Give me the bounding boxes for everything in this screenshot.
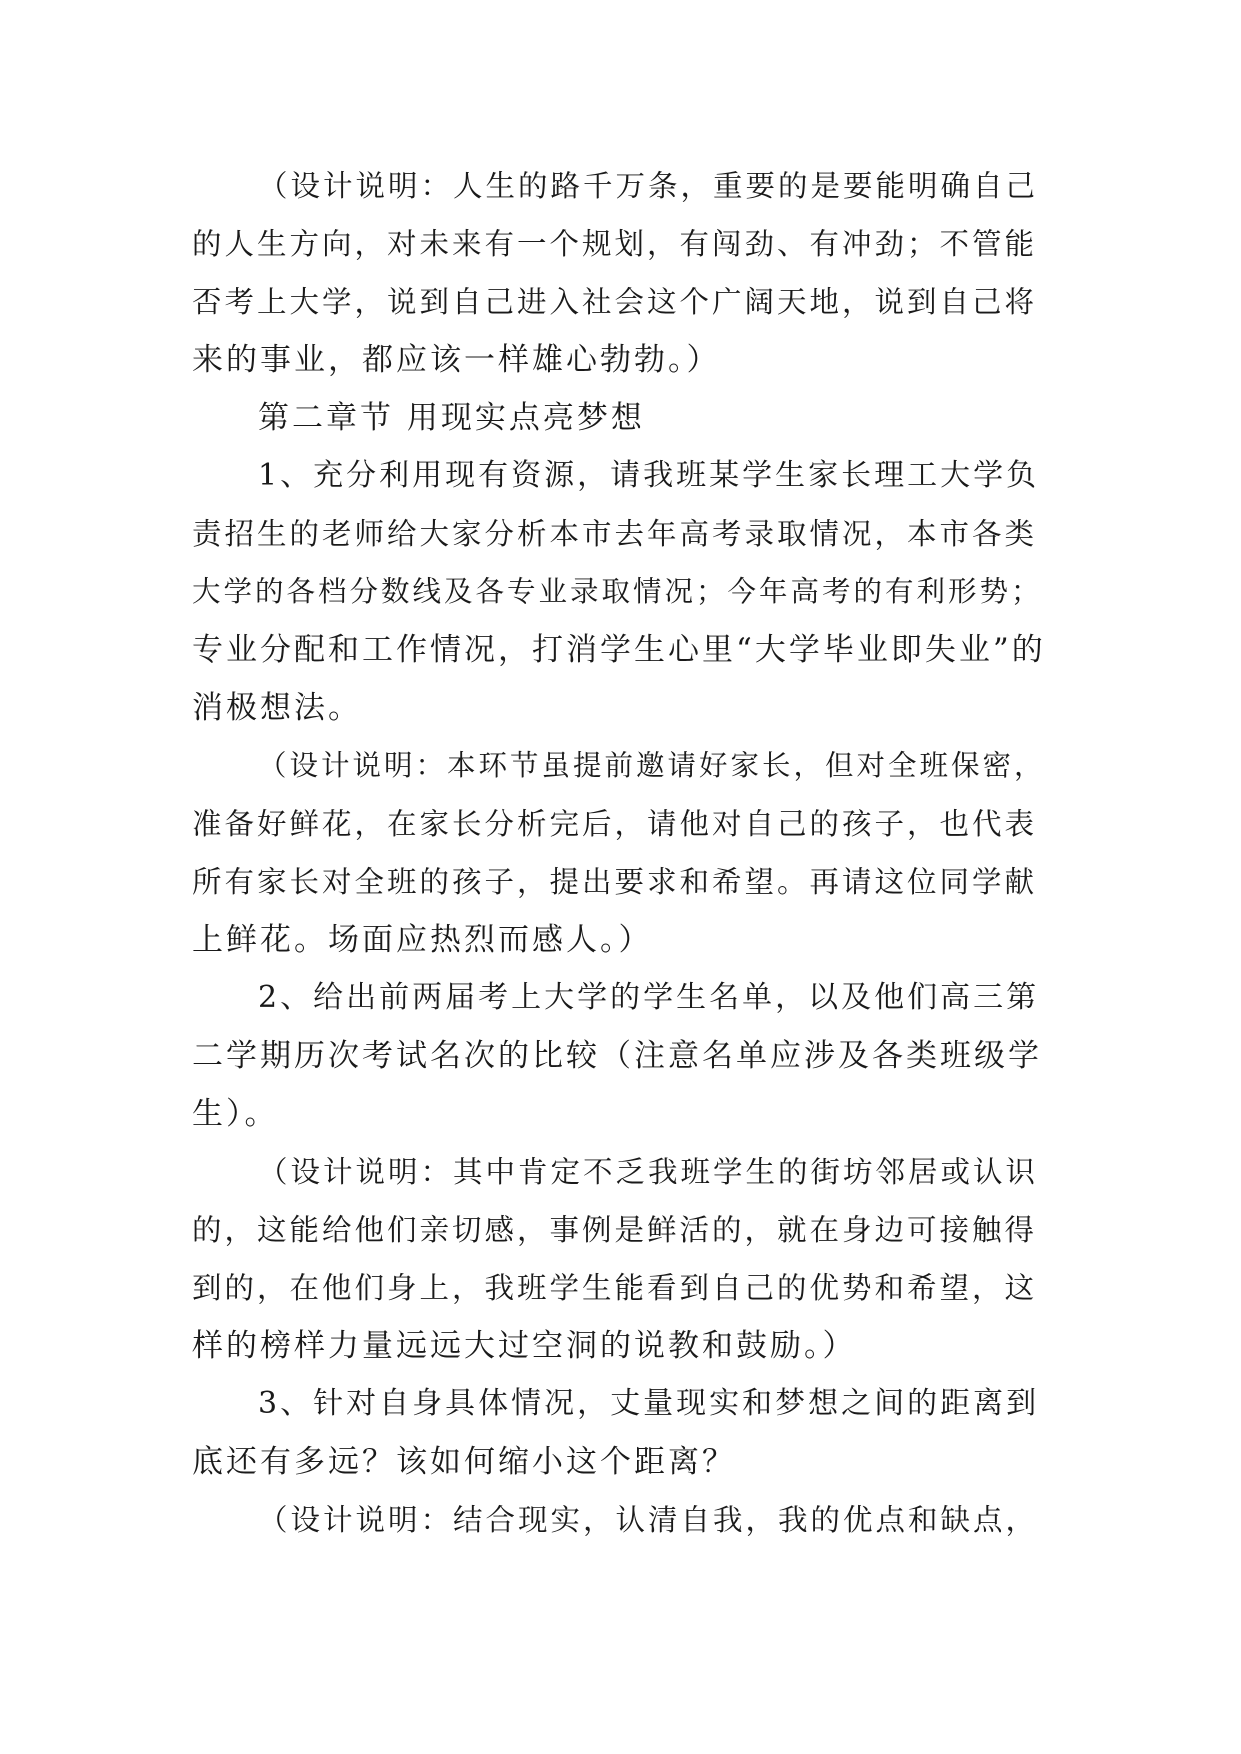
paragraph-line: 责招生的老师给大家分析本市去年高考录取情况，本市各类 <box>192 517 1038 551</box>
paragraph-line: 1、充分利用现有资源，请我班某学生家长理工大学负 <box>258 458 1040 493</box>
paragraph-line: 生）。 <box>192 1096 279 1132</box>
paragraph-line: 来的事业，都应该一样雄心勃勃。） <box>192 342 721 378</box>
paragraph-line: 专业分配和工作情况，打消学生心里“大学毕业即失业”的 <box>192 632 1046 668</box>
paragraph-line: 的人生方向，对未来有一个规划，有闯劲、有冲劲；不管能 <box>192 227 1038 261</box>
paragraph-line: （设计说明：其中肯定不乏我班学生的街坊邻居或认识 <box>258 1155 1039 1189</box>
paragraph-line: 二学期历次考试名次的比较（注意名单应涉及各类班级学 <box>192 1038 1042 1074</box>
paragraph-line: 准备好鲜花，在家长分析完后，请他对自己的孩子，也代表 <box>192 807 1038 841</box>
paragraph-line: （设计说明：本环节虽提前邀请好家长，但对全班保密， <box>258 749 1046 782</box>
paragraph-line: 样的榜样力量远远大过空洞的说教和鼓励。） <box>192 1328 857 1364</box>
paragraph-line: 到的，在他们身上，我班学生能看到自己的优势和希望，这 <box>192 1271 1038 1305</box>
paragraph-line: 大学的各档分数线及各专业录取情况；今年高考的有利形势； <box>192 575 1043 608</box>
paragraph-line: 消极想法。 <box>192 690 362 726</box>
paragraph-line: 3、针对自身具体情况，丈量现实和梦想之间的距离到 <box>258 1386 1040 1421</box>
paragraph-line: 2、给出前两届考上大学的学生名单，以及他们高三第 <box>258 980 1040 1015</box>
paragraph-line: （设计说明：人生的路千万条，重要的是要能明确自己 <box>258 169 1039 203</box>
paragraph-line: 底还有多远？该如何缩小这个距离？ <box>192 1444 736 1480</box>
paragraph-line: （设计说明：结合现实，认清自我，我的优点和缺点， <box>258 1503 1039 1537</box>
section-heading: 第二章节 用现实点亮梦想 <box>258 400 645 436</box>
paragraph-line: 否考上大学，说到自己进入社会这个广阔天地，说到自己将 <box>192 285 1038 319</box>
paragraph-line: 的，这能给他们亲切感，事例是鲜活的，就在身边可接触得 <box>192 1213 1038 1247</box>
paragraph-line: 上鲜花。场面应热烈而感人。） <box>192 922 653 958</box>
paragraph-line: 所有家长对全班的孩子，提出要求和希望。再请这位同学献 <box>192 865 1038 899</box>
